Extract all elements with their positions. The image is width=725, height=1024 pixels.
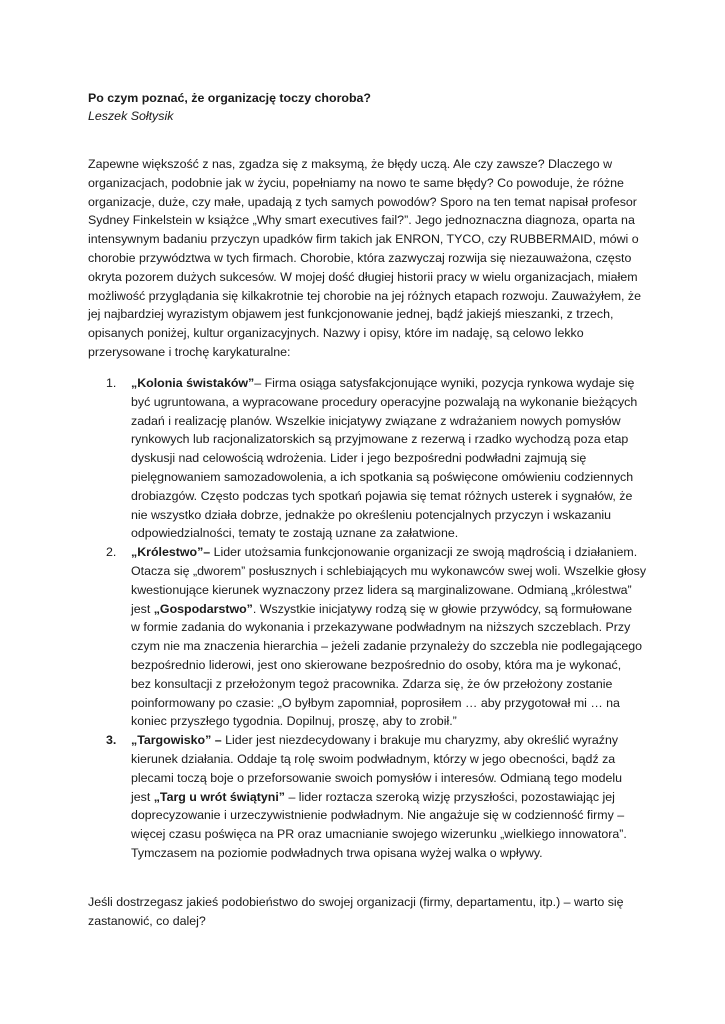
closing-line: Jeśli dostrzegasz jakieś podobieństwo do swojej organizacji (firmy, departamentu, itp.) – warto się [88,895,624,909]
list-item-heading: „Królestwo”– [131,545,211,560]
list-item-line [131,600,648,619]
list-item-first-line [131,731,648,750]
document-author: Leszek Sołtysik [88,109,174,123]
list-item-text: jest [131,601,154,616]
list-item-line: dyskusji nad celowością wdrożenia. Lider i jego bezpośredni podwładni zajmują się [131,451,587,466]
intro-line: opisanych poniżej, kultur organizacyjnych. Nazwy i opisy, które im nadaję, są celowo lekko [88,326,584,341]
intro-line: okryta pozorem dużych sukcesów. W mojej dość długiej historii pracy w wielu organizacjach, miałem [88,269,638,284]
list-item-line: plecami toczą boje o przeforsowanie swoich pomysłów i interesów. Odmianą tego modelu [131,770,623,785]
list-item-line: Tymczasem na poziomie podwładnych trwa opisana wyżej walka o wpływy. [131,845,543,860]
intro-line: chorobie przywództwa w tych firmach. Chorobie, która zazwyczaj rozwija się niezauważona, często [88,250,632,265]
list-item-text: Lider utożsamia funkcjonowanie organizacji ze swoją mądrością i działaniem. [210,545,638,560]
list-item-line: poinformowany po czasie: „O byłbym zapomniał, poprosiłem … aby przygotował mi … na [131,695,620,710]
intro-line: intensywnym badaniu przyczyn upadków firm takich jak ENRON, TYCO, czy RUBBERMAID, mówi o [88,232,639,247]
list-item-number: 2. [106,545,117,560]
document-title: Po czym poznać, że organizację toczy choroba? [88,91,371,105]
list-item-heading: „Kolonia świstaków” [131,376,255,390]
list-item-line: odpowiedzialności, tematy te zostają uznane za załatwione. [131,526,459,541]
list-item-text: – Firma osiąga satysfakcjonujące wyniki, pozycja rynkowa wydaje się [254,376,635,390]
list-item-line: bez konsultacji z przełożonym tegoż pracownika. Zdarza się, że ów przełożony zostanie [131,676,613,691]
list-item-line [131,788,648,807]
intro-paragraph [88,155,648,362]
list-item [88,374,648,543]
list-item-text: – lider roztacza szeroką wizję przyszłości, pozostawiając jej [285,789,615,804]
list-item-heading: „Targowisko” – [131,733,222,748]
list-item-text: . Wszystkie inicjatywy rodzą się w głowie przywódcy, są formułowane [252,601,633,616]
intro-line: jej najbardziej wyrazistym objawem jest funkcjonowanie jednej, bądź jakiejś mieszanki, z trzech, [88,307,614,322]
list-item-line: kwestionujące kierunek wyznaczony przez lidera są marginalizowane. Odmianą „królestwa” [131,582,632,597]
list-item-first-line [131,374,648,393]
list-item-text: Lider jest niezdecydowany i brakuje mu charyzmy, aby określić wyraźny [221,733,619,748]
closing-paragraph [88,893,648,931]
list-item-line: nie wszystko działa dobrze, jednakże po określeniu potencjalnych przyczyn i wskazaniu [131,507,612,522]
list-item-line: zadań i realizację planów. Wszelkie inicjatywy związane z wdrażaniem nowych pomysłów [131,413,621,428]
list-item-line: być ugruntowana, a wypracowane procedury operacyjne pozwalają na wykonanie bieżących [131,394,638,409]
list-item-variant-name: „Targ u wrót świątyni” [153,789,285,804]
list-item-line: koniec przyszłego tygodnia. Dopilnuj, proszę, aby to zrobił.” [131,714,457,729]
list-item-number: 1. [106,376,117,390]
list-item-variant-name: „Gospodarstwo” [153,601,253,616]
list-item-line: drobiazgów. Często podczas tych spotkań pojawia się temat różnych usterek i sygnałów, że [131,488,633,503]
list-item [88,543,648,731]
list-item-text: jest [131,789,154,804]
intro-line: przerysowane i trochę karykaturalne: [88,344,291,359]
list-item-line: bezpośrednio liderowi, jest ono skierowane bezpośrednio do osoby, która ma je wykonać, [131,657,622,672]
list-item [88,731,648,863]
list-item-number: 3. [106,733,117,748]
intro-line: organizacjach, podobnie jak w życiu, popełniamy na nowo te same błędy? Co powoduje, że różne [88,175,624,190]
culture-list [88,374,648,863]
list-item-line: czym nie ma znaczenia hierarchia – jeżeli zadanie przynależy do szczebla nie podlegającego [131,639,643,654]
intro-line: Sydney Finkelstein w książce „Why smart executives fail?”. Jego jednoznaczna diagnoza, oparta na [88,213,635,228]
intro-line: organizacje, duże, czy małe, upadają z tych samych powodów? Sporo na ten temat napisał profesor [88,194,637,209]
list-item-first-line [131,543,648,562]
intro-line: możliwość przyglądania się kilkakrotnie tej chorobie na jej różnych etapach rozwoju. Zauważyłem, że [88,288,642,303]
list-item-line: doprecyzowanie i urzeczywistnienie podwładnym. Nie angażuje się w codzienność firmy – [131,808,625,823]
list-item-line: kierunek działania. Oddaje tą rolę swoim podwładnym, którzy w jego obecności, bądź za [131,751,616,766]
list-item-line: pielęgnowaniem samozadowolenia, a ich spotkania są poświęcone omówieniu codziennych [131,469,634,484]
list-item-line: rynkowych lub racjonalizatorskich są przyjmowane z rezerwą i rzadko wychodzą poza etap [131,432,629,447]
list-item-line: więcej czasu poświęca na PR oraz umacnianie swojego wizerunku „wielkiego innowatora”. [131,827,627,842]
intro-line: Zapewne większość z nas, zgadza się z maksymą, że błędy uczą. Ale czy zawsze? Dlaczego w [88,157,613,171]
list-item-line: w formie zadania do wykonania i przekazywane podwładnym na niższych szczeblach. Przy [131,620,631,635]
closing-line: zastanowić, co dalej? [88,913,206,928]
list-item-line: Otacza się „dworem” posłusznych i schlebiających mu wykonawców swej woli. Wszelkie głosy [131,563,647,578]
